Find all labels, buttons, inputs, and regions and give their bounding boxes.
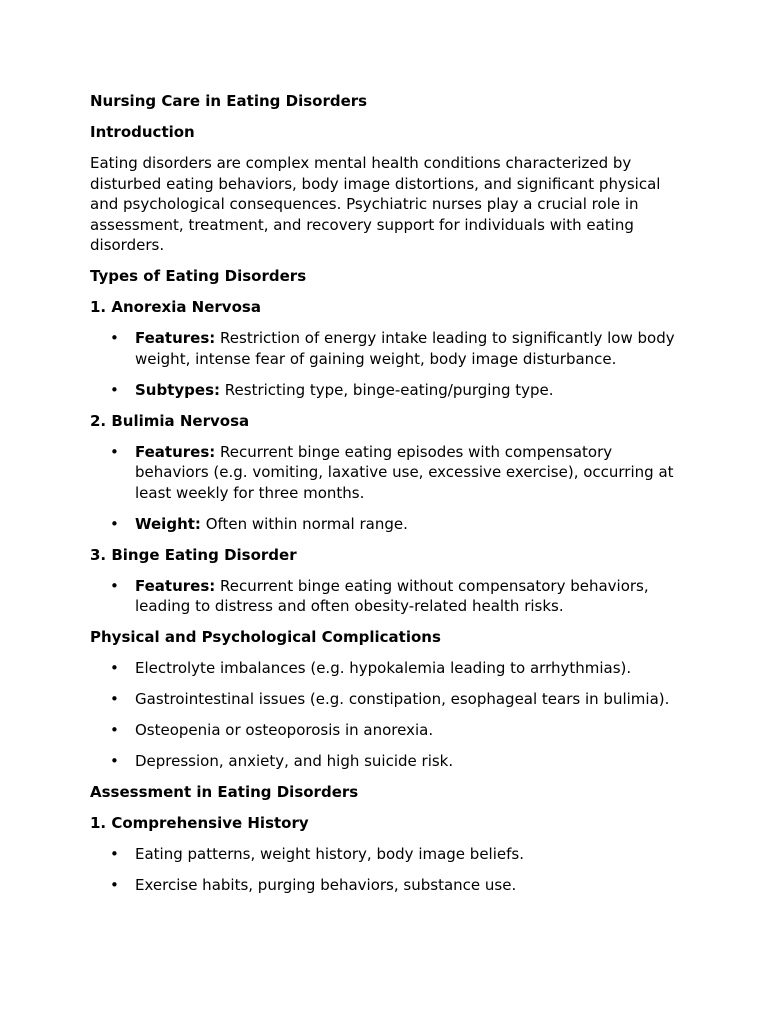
assessment-heading: Assessment in Eating Disorders xyxy=(90,783,359,801)
item-label: Features: xyxy=(135,329,216,347)
anorexia-list xyxy=(90,328,690,400)
document-title: Nursing Care in Eating Disorders xyxy=(90,92,368,110)
bulimia-list xyxy=(90,442,690,535)
bullet-icon: • xyxy=(110,721,119,739)
list-item xyxy=(90,658,690,679)
bullet-icon: • xyxy=(110,876,119,894)
complications-list xyxy=(90,658,690,772)
item-text: Restriction of energy intake leading to significantly low body weight, intense fear of gaining weight, body image disturbance. xyxy=(135,329,675,368)
item-text: Recurrent binge eating without compensatory behaviors, leading to distress and often obesity-related health risks. xyxy=(135,576,649,615)
bullet-icon: • xyxy=(110,514,119,533)
list-item xyxy=(90,514,690,535)
list-item xyxy=(90,844,690,865)
bullet-icon: • xyxy=(110,329,119,347)
list-item xyxy=(90,576,690,617)
item-text: Recurrent binge eating episodes with compensatory behaviors (e.g. vomiting, laxative use, excessive exercise), occurring at least weekly for three months. xyxy=(135,442,674,502)
intro-heading: Introduction xyxy=(90,123,195,141)
bullet-icon: • xyxy=(110,845,119,863)
complications-heading: Physical and Psychological Complications xyxy=(90,628,441,646)
bullet-icon: • xyxy=(110,380,119,399)
bullet-icon: • xyxy=(110,752,119,770)
item-text: Gastrointestinal issues (e.g. constipation, esophageal tears in bulimia). xyxy=(135,690,670,708)
history-heading: 1. Comprehensive History xyxy=(90,814,309,832)
item-label: Features: xyxy=(135,576,216,595)
bulimia-heading: 2. Bulimia Nervosa xyxy=(90,411,250,430)
bullet-icon: • xyxy=(110,659,119,677)
item-label: Weight: xyxy=(135,514,201,533)
document-content xyxy=(90,91,690,906)
item-text: Osteopenia or osteoporosis in anorexia. xyxy=(135,721,434,739)
item-text: Depression, anxiety, and high suicide risk. xyxy=(135,752,454,770)
bullet-icon: • xyxy=(110,576,119,595)
item-label: Features: xyxy=(135,442,216,461)
item-text: Often within normal range. xyxy=(200,514,408,533)
list-item xyxy=(90,380,690,401)
history-list xyxy=(90,844,690,896)
item-text: Restricting type, binge-eating/purging type. xyxy=(220,380,554,399)
list-item xyxy=(90,442,690,504)
item-text: Exercise habits, purging behaviors, substance use. xyxy=(135,876,517,894)
item-text: Eating patterns, weight history, body image beliefs. xyxy=(135,845,524,863)
item-label: Subtypes: xyxy=(135,380,221,399)
binge-heading: 3. Binge Eating Disorder xyxy=(90,545,297,564)
types-heading: Types of Eating Disorders xyxy=(90,267,307,285)
list-item xyxy=(90,328,690,369)
bullet-icon: • xyxy=(110,690,119,708)
intro-paragraph: Eating disorders are complex mental health conditions characterized by disturbed eating behaviors, body image distortions, and significant physical and psychological consequences. Psychiatric nurses play a crucial role in assessment, treatment, and recovery support for individuals with eating disorders. xyxy=(90,154,661,254)
bullet-icon: • xyxy=(110,442,119,461)
binge-list xyxy=(90,576,690,617)
list-item xyxy=(90,720,690,741)
list-item xyxy=(90,751,690,772)
list-item xyxy=(90,689,690,710)
item-text: Electrolyte imbalances (e.g. hypokalemia leading to arrhythmias). xyxy=(135,659,632,677)
anorexia-heading: 1. Anorexia Nervosa xyxy=(90,298,261,316)
list-item xyxy=(90,875,690,896)
